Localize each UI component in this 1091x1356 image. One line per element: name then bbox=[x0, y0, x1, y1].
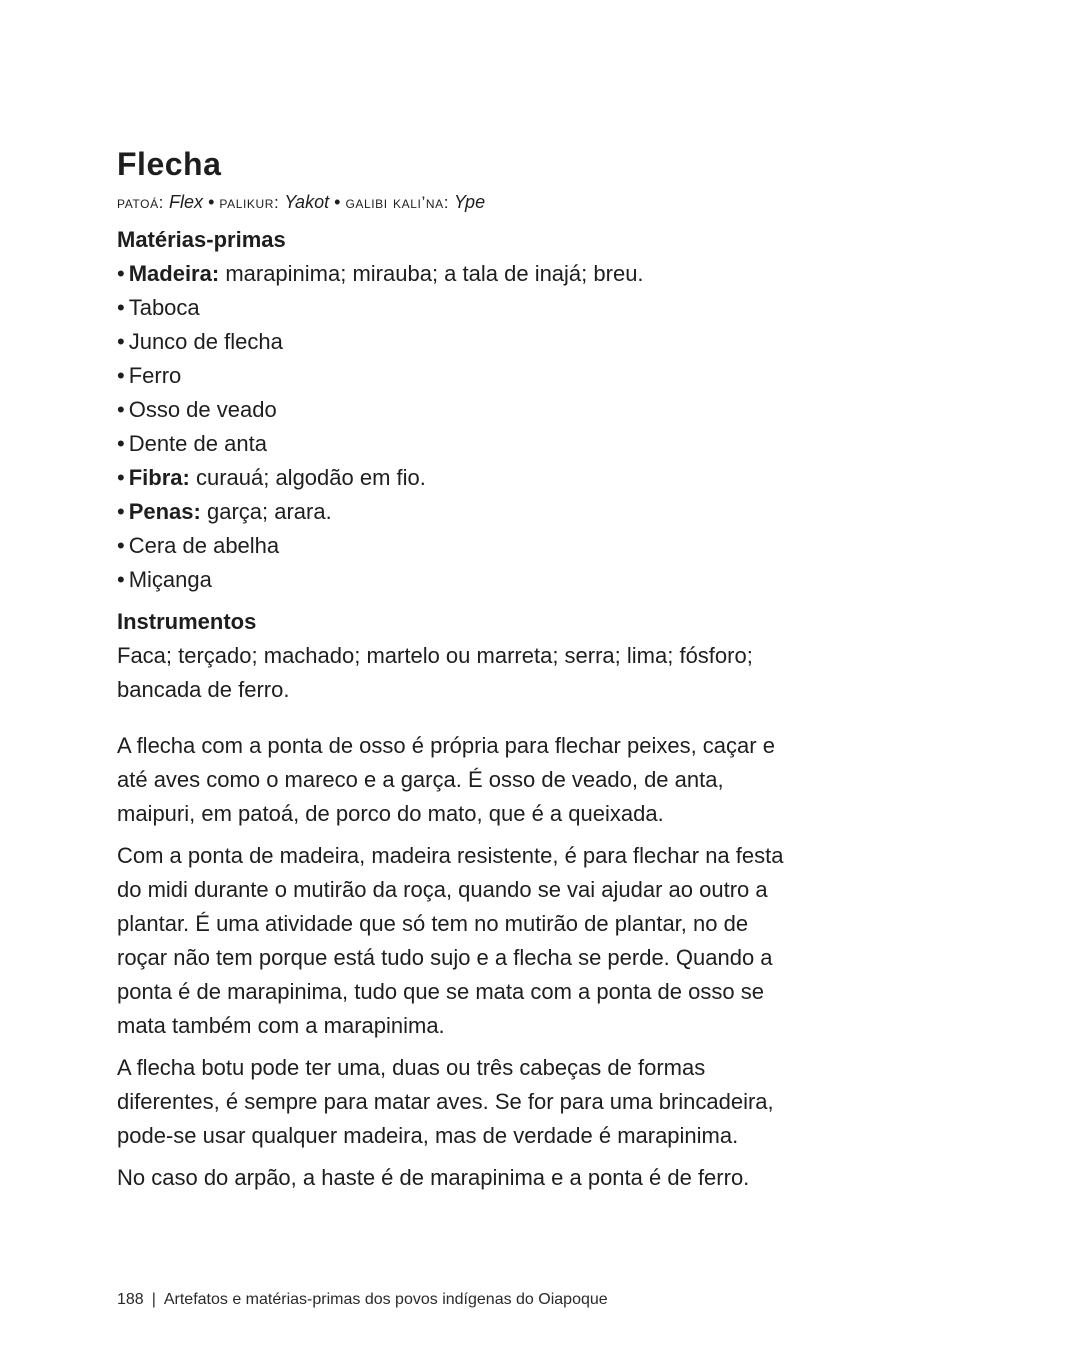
body-paragraph: No caso do arpão, a haste é de marapinima e a ponta é de ferro. bbox=[117, 1165, 750, 1190]
bullet: • bbox=[117, 499, 125, 524]
item-text: garça; arara. bbox=[206, 499, 332, 524]
galibi-term: Ype bbox=[454, 192, 486, 212]
item-text: Ferro bbox=[128, 363, 182, 388]
names-separator: • bbox=[208, 192, 215, 212]
indigenous-names-line bbox=[117, 188, 817, 217]
palikur-label: palikur: bbox=[219, 193, 280, 212]
instrumentos-heading: Instrumentos bbox=[117, 609, 257, 634]
bullet: • bbox=[117, 261, 125, 286]
page-number: 188 bbox=[117, 1291, 144, 1308]
list-item bbox=[117, 291, 817, 325]
bullet: • bbox=[117, 533, 125, 558]
item-text: Dente de anta bbox=[128, 431, 267, 456]
patoa-term: Flex bbox=[169, 192, 204, 212]
book-title: Artefatos e matérias-primas dos povos indígenas do Oiapoque bbox=[163, 1291, 608, 1308]
item-label: Madeira: bbox=[128, 261, 220, 286]
list-item bbox=[117, 529, 817, 563]
instrumentos-text: Faca; terçado; machado; martelo ou marreta; serra; lima; fósforo; bancada de ferro. bbox=[117, 643, 753, 702]
body-paragraph: Com a ponta de madeira, madeira resistente, é para flechar na festa do midi durante o mutirão da roça, quando se vai ajudar ao outro a plantar. É uma atividade que só tem no mutirão de plantar, no de roçar não tem porque está tudo sujo e a flecha se perde. Quando a ponta é de marapinima, tudo que se mata com a ponta de osso se mata também com a marapinima. bbox=[117, 843, 784, 1038]
item-text: curauá; algodão em fio. bbox=[195, 465, 426, 490]
galibi-label: galibi kali’na: bbox=[345, 193, 450, 212]
item-text: Miçanga bbox=[128, 567, 212, 592]
bullet: • bbox=[117, 397, 125, 422]
list-item bbox=[117, 393, 817, 427]
footer-separator: | bbox=[151, 1291, 156, 1308]
bullet: • bbox=[117, 431, 125, 456]
item-text: Junco de flecha bbox=[128, 329, 283, 354]
bullet: • bbox=[117, 295, 125, 320]
page-footer bbox=[117, 1289, 608, 1311]
list-item bbox=[117, 461, 817, 495]
list-item bbox=[117, 563, 817, 597]
list-item bbox=[117, 325, 817, 359]
item-label: Penas: bbox=[128, 499, 201, 524]
names-separator: • bbox=[334, 192, 341, 212]
materias-primas-heading: Matérias-primas bbox=[117, 227, 286, 252]
item-label: Fibra: bbox=[128, 465, 190, 490]
page-title: Flecha bbox=[117, 146, 222, 182]
list-item bbox=[117, 359, 817, 393]
palikur-term: Yakot bbox=[284, 192, 330, 212]
bullet: • bbox=[117, 465, 125, 490]
bullet: • bbox=[117, 363, 125, 388]
body-paragraph: A flecha botu pode ter uma, duas ou três cabeças de formas diferentes, é sempre para matar aves. Se for para uma brincadeira, pode-se usar qualquer madeira, mas de verdade é marapinima. bbox=[117, 1055, 774, 1148]
materias-primas-list bbox=[117, 257, 817, 597]
bullet: • bbox=[117, 329, 125, 354]
bullet: • bbox=[117, 567, 125, 592]
patoa-label: patoá: bbox=[117, 193, 165, 212]
item-text: Taboca bbox=[128, 295, 200, 320]
body-paragraph: A flecha com a ponta de osso é própria para flechar peixes, caçar e até aves como o mareco e a garça. É osso de veado, de anta, maipuri, em patoá, de porco do mato, que é a queixada. bbox=[117, 733, 775, 826]
list-item bbox=[117, 495, 817, 529]
item-text: Osso de veado bbox=[128, 397, 277, 422]
item-text: Cera de abelha bbox=[128, 533, 280, 558]
page-content bbox=[117, 140, 817, 1195]
list-item bbox=[117, 257, 817, 291]
list-item bbox=[117, 427, 817, 461]
item-text: marapinima; mirauba; a tala de inajá; breu. bbox=[225, 261, 644, 286]
